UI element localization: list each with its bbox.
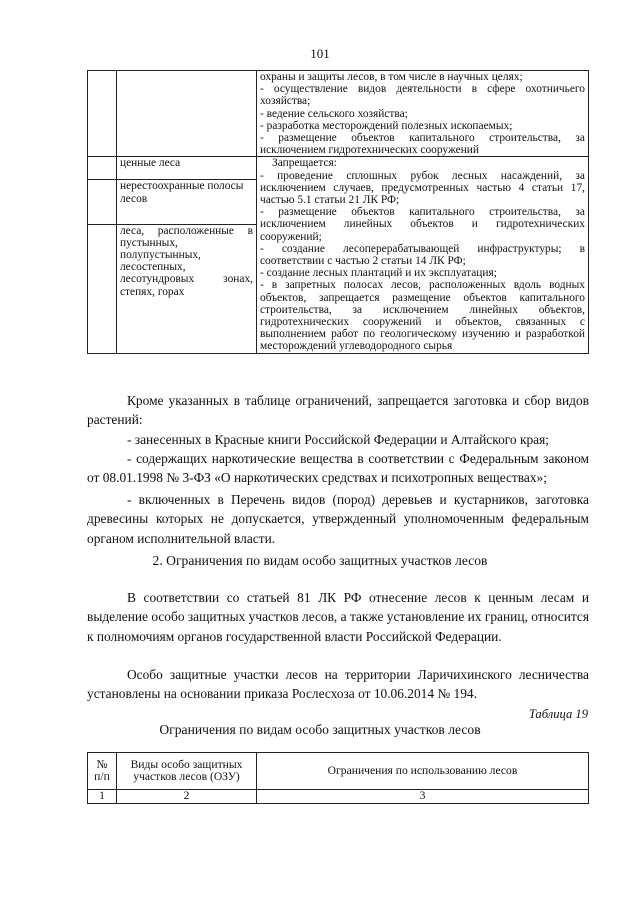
list-item: охраны и защиты лесов, в том числе в научных целях; <box>260 71 523 83</box>
paragraph: В соответствии со статьей 81 ЛК РФ отнесение лесов к ценным лесам и выделение особо защитных участков лесов, а также установление их границ, относится к полномочиям органов государственной власти Российской Федерации. <box>87 590 589 644</box>
paragraph: - содержащих наркотические вещества в соответствии с Федеральным законом от 08.01.1998 № 3-ФЗ «О наркотических средствах и психотропных веществах»; <box>87 451 589 486</box>
list-item: - в запретных полосах лесов, расположенных вдоль водных объектов, запрещается размещение объектов капитального строительства, за исключением линейных объектов, гидротехнических сооружений и объектов, связанных с выполнением работ по геологическому изучению и разработкой месторождений углеводородного сырья <box>260 279 585 353</box>
column-header-number: № п/п <box>88 753 117 790</box>
category-zone-forests: леса, расположенные в пустынных, полупустынных, лесостепных, лесотундровых зонах, степях, горах <box>117 224 257 353</box>
table-row <box>88 790 589 804</box>
paragraph: Кроме указанных в таблице ограничений, запрещается заготовка и сбор видов растений: <box>87 393 589 428</box>
paragraph: - занесенных в Красные книги Российской Федерации и Алтайского края; <box>127 432 549 447</box>
table-cell-number <box>88 180 117 224</box>
list-item: - разработка месторождений полезных ископаемых; <box>260 119 513 132</box>
table-cell-restrictions <box>257 71 589 157</box>
list-item: - ведение сельского хозяйства; <box>260 107 408 120</box>
section-title: 2. Ограничения по видам особо защитных участков лесов <box>152 553 488 568</box>
category-valuable-forests: ценные леса <box>117 157 257 180</box>
paragraph: Особо защитные участки лесов на территории Ларичихинского лесничества установлены на основании приказа Рослесхоза от 10.06.2014 № 194. <box>87 667 589 702</box>
table-row <box>88 71 589 157</box>
table-cell-number <box>88 71 117 157</box>
table-cell-number <box>88 224 117 353</box>
ozu-restrictions-table <box>87 752 589 804</box>
forbidden-header: Запрещается: <box>272 157 337 170</box>
table-row <box>88 157 589 180</box>
table-title: Ограничения по видам особо защитных участков лесов <box>159 722 481 737</box>
column-header-ozu-types: Виды особо защитных участков лесов (ОЗУ) <box>117 753 257 790</box>
table-cell-category <box>117 71 257 157</box>
paragraph: - включенных в Перечень видов (пород) деревьев и кустарников, заготовка древесины которых не допускается, утвержденный уполномоченным федеральным органом исполнительной власти. <box>87 492 589 546</box>
table-cell-forbidden <box>257 157 589 353</box>
page-number: 101 <box>310 46 330 61</box>
table-cell: 1 <box>88 790 117 804</box>
column-header-restrictions: Ограничения по использованию лесов <box>257 753 589 790</box>
table-cell: 2 <box>117 790 257 804</box>
list-item: - размещение объектов капитального строительства, за исключением линейных объектов и гидротехнических сооружений; <box>260 206 585 243</box>
category-spawning-forests: нерестоохранные полосы лесов <box>117 180 257 224</box>
list-item: - создание лесных плантаций и их эксплуатация; <box>260 267 497 280</box>
list-item: - размещение объектов капитального строительства, за исключением гидротехнических сооружений <box>260 132 585 157</box>
table-header-row <box>88 753 589 790</box>
restrictions-table-continued <box>87 70 589 354</box>
list-item: - создание лесоперерабатывающей инфраструктуры; в соответствии с частью 2 статьи 14 ЛК РФ; <box>260 242 585 268</box>
table-cell-number <box>88 157 117 180</box>
list-item: - проведение сплошных рубок лесных насаждений, за исключением случаев, предусмотренных частью 4 статьи 17, частью 5.1 статьи 21 ЛК РФ; <box>260 169 585 207</box>
table-label: Таблица 19 <box>528 707 588 721</box>
list-item: - осуществление видов деятельности в сфере охотничьего хозяйства; <box>260 83 585 108</box>
table-cell: 3 <box>257 790 589 804</box>
